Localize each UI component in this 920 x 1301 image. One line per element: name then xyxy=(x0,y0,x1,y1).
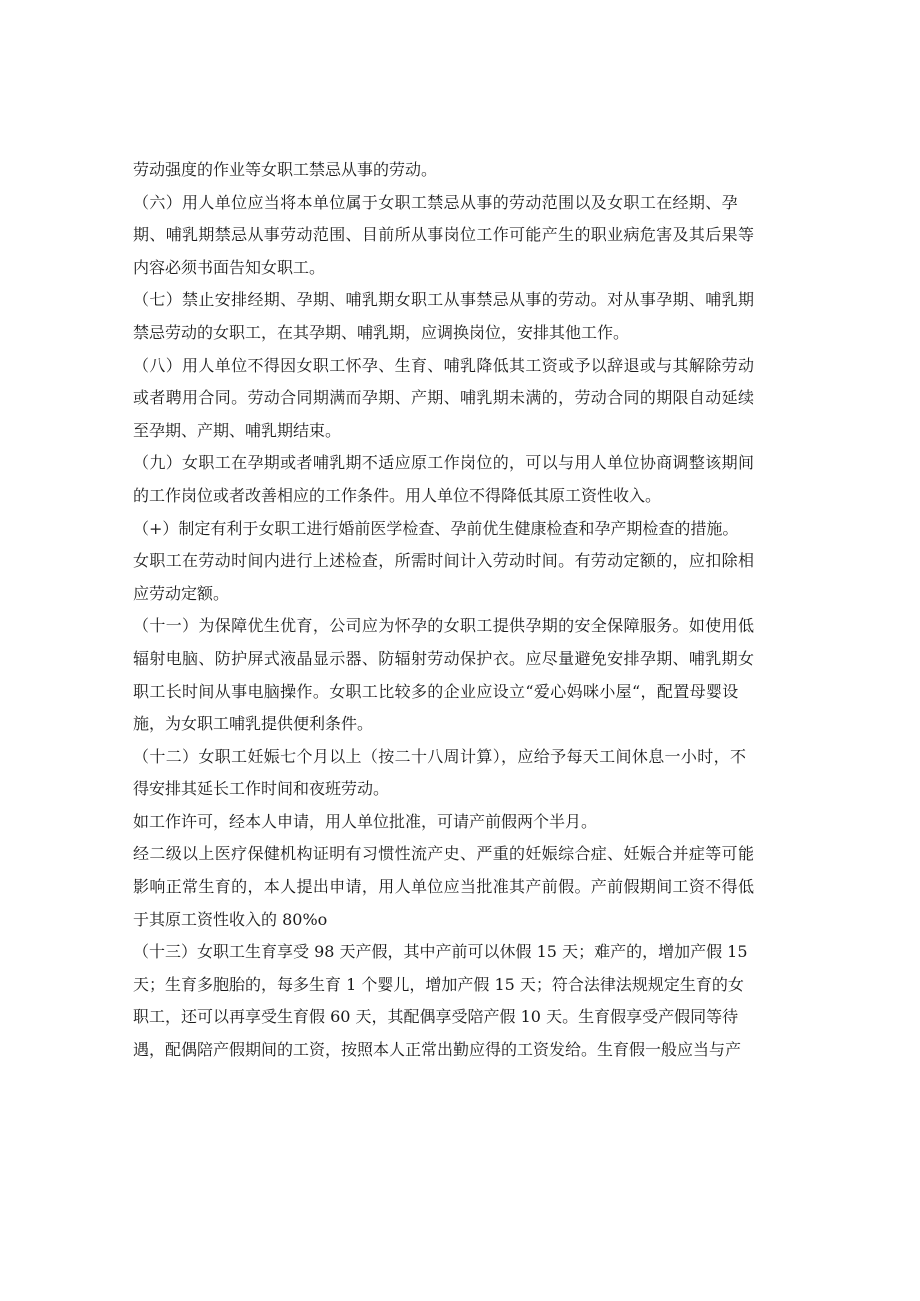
text-line-15: （十一）为保障优生优育，公司应为怀孕的女职工提供孕期的安全保障服务。如使用低 xyxy=(133,616,755,636)
text-line-14: 应劳动定额。 xyxy=(133,583,230,603)
text-line-10: （九）女职工在孕期或者哺乳期不适应原工作岗位的，可以与用人单位协商调整该期间 xyxy=(133,453,755,473)
text-line-11: 的工作岗位或者改善相应的工作条件。用人单位不得降低其原工资性收入。 xyxy=(133,485,662,505)
text-line-21: 如工作许可，经本人申请，用人单位批准，可请产前假两个半月。 xyxy=(133,811,598,831)
text-line-5: （七）禁止安排经期、孕期、哺乳期女职工从事禁忌从事的劳动。对从事孕期、哺乳期 xyxy=(133,290,755,310)
text-line-25: （十三）女职工生育享受 98 天产假，其中产前可以休假 15 天；难产的，增加产假 15 xyxy=(133,942,748,962)
text-line-24: 于其原工资性收入的 80%o xyxy=(133,909,328,929)
text-line-28: 遇，配偶陪产假期间的工资，按照本人正常出勤应得的工资发给。生育假一般应当与产 xyxy=(133,1040,742,1060)
text-line-19: （十二）女职工妊娠七个月以上（按二十八周计算），应给予每天工间休息一小时，不 xyxy=(133,746,747,766)
text-line-9: 至孕期、产期、哺乳期结束。 xyxy=(133,420,342,440)
text-line-2: （六）用人单位应当将本单位属于女职工禁忌从事的劳动范围以及女职工在经期、孕 xyxy=(133,192,738,212)
text-line-22: 经二级以上医疗保健机构证明有习惯性流产史、严重的妊娠综合症、妊娠合并症等可能 xyxy=(133,844,755,864)
text-line-20: 得安排其延长工作时间和夜班劳动。 xyxy=(133,779,390,799)
text-line-23: 影响正常生育的，本人提出申请，用人单位应当批准其产前假。产前假期间工资不得低 xyxy=(133,877,755,897)
text-line-8: 或者聘用合同。劳动合同期满而孕期、产期、哺乳期未满的，劳动合同的期限自动延续 xyxy=(133,388,755,408)
text-line-16: 辐射电脑、防护屏式液晶显示器、防辐射劳动保护衣。应尽量避免安排孕期、哺乳期女 xyxy=(133,648,755,668)
text-line-4: 内容必须书面告知女职工。 xyxy=(133,257,326,277)
text-line-17: 职工长时间从事电脑操作。女职工比较多的企业应设立“爱心妈咪小屋“，配置母婴设 xyxy=(133,681,739,701)
text-line-6: 禁忌劳动的女职工，在其孕期、哺乳期，应调换岗位，安排其他工作。 xyxy=(133,322,630,342)
text-line-7: （八）用人单位不得因女职工怀孕、生育、哺乳降低其工资或予以辞退或与其解除劳动 xyxy=(133,355,755,375)
document-body xyxy=(133,154,785,1067)
text-line-18: 施，为女职工哺乳提供便利条件。 xyxy=(133,714,374,734)
text-line-13: 女职工在劳动时间内进行上述检查，所需时间计入劳动时间。有劳动定额的，应扣除相 xyxy=(133,551,755,571)
text-line-3: 期、哺乳期禁忌从事劳动范围、目前所从事岗位工作可能产生的职业病危害及其后果等 xyxy=(133,225,755,245)
text-line-1: 劳动强度的作业等女职工禁忌从事的劳动。 xyxy=(133,160,438,179)
text-line-12: （+）制定有利于女职工进行婚前医学检查、孕前优生健康检查和孕产期检查的措施。 xyxy=(133,518,739,538)
text-line-26: 天；生育多胞胎的，每多生育 1 个婴儿，增加产假 15 天；符合法律法规规定生育的女 xyxy=(133,974,744,994)
text-line-27: 职工，还可以再享受生育假 60 天，其配偶享受陪产假 10 天。生育假享受产假同等待 xyxy=(133,1007,739,1027)
